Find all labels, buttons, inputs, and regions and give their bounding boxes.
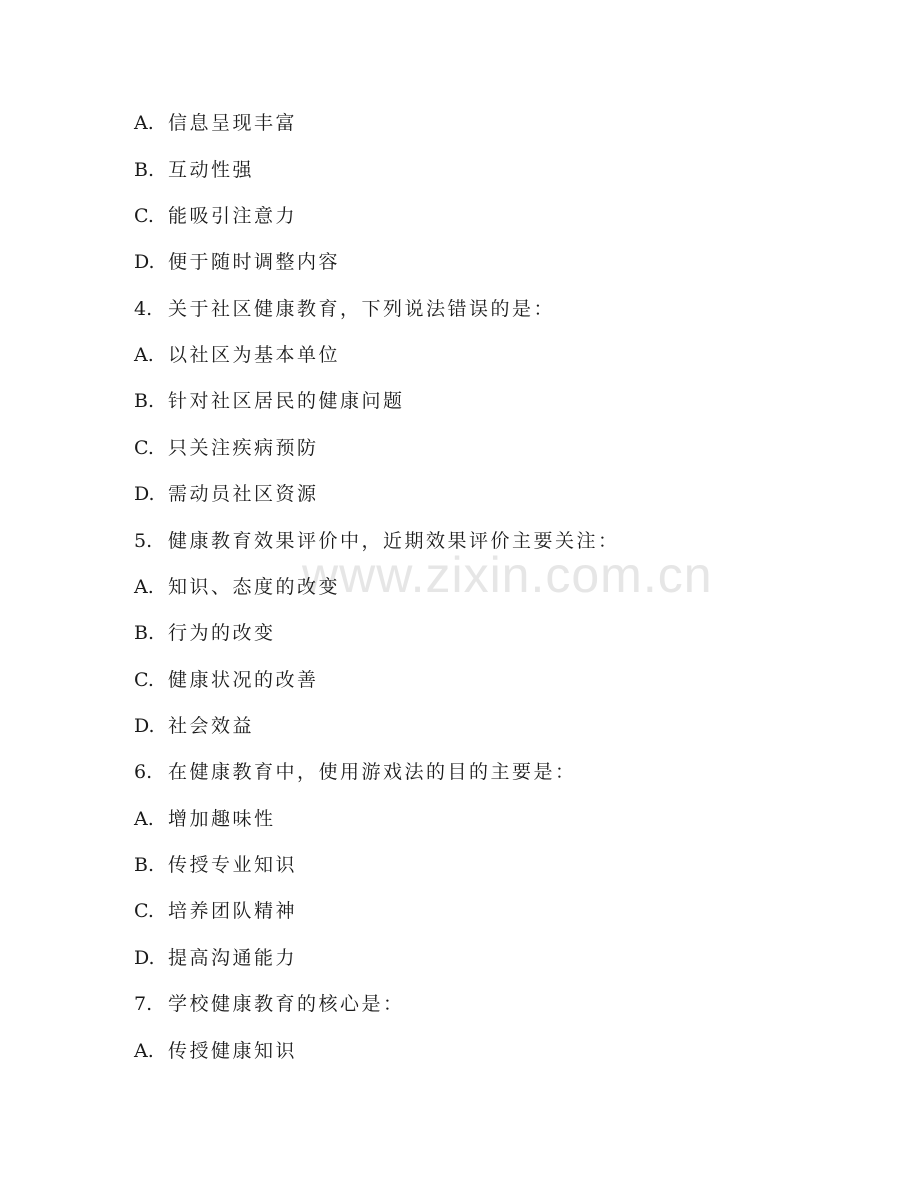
question-text: 在健康教育中，使用游戏法的目的主要是：	[168, 761, 577, 783]
option-marker: B.	[134, 390, 155, 412]
option-marker: D.	[134, 947, 155, 969]
option-line	[134, 943, 297, 973]
option-marker: B.	[134, 159, 155, 181]
option-text: 行为的改变	[168, 622, 276, 644]
option-marker: A.	[134, 344, 154, 366]
option-line	[134, 896, 297, 926]
option-text: 便于随时调整内容	[168, 251, 341, 273]
option-line	[134, 572, 340, 602]
option-text: 提高沟通能力	[168, 947, 298, 969]
question-text: 关于社区健康教育，下列说法错误的是：	[168, 298, 556, 320]
question-text: 学校健康教育的核心是：	[168, 993, 405, 1015]
option-line	[134, 155, 254, 185]
option-line	[134, 1036, 297, 1066]
option-line	[134, 201, 297, 231]
question-number: 4.	[134, 298, 153, 320]
option-text: 能吸引注意力	[168, 205, 298, 227]
question-number: 6.	[134, 761, 153, 783]
question-text: 健康教育效果评价中，近期效果评价主要关注：	[168, 530, 620, 552]
option-line	[134, 804, 276, 834]
option-marker: C.	[134, 669, 154, 691]
option-marker: A.	[134, 1040, 154, 1062]
option-text: 传授专业知识	[168, 854, 298, 876]
question-number: 7.	[134, 993, 153, 1015]
watermark-text: www.zixin.com.cn	[302, 547, 713, 603]
option-marker: A.	[134, 808, 154, 830]
option-marker: C.	[134, 205, 154, 227]
question-line	[134, 757, 577, 787]
option-text: 针对社区居民的健康问题	[168, 390, 405, 412]
question-line	[134, 989, 405, 1019]
option-text: 培养团队精神	[168, 900, 298, 922]
option-line	[134, 479, 319, 509]
option-line	[134, 618, 276, 648]
option-marker: D.	[134, 715, 155, 737]
option-text: 知识、态度的改变	[168, 576, 341, 598]
option-marker: B.	[134, 622, 155, 644]
option-text: 传授健康知识	[168, 1040, 298, 1062]
option-text: 互动性强	[168, 159, 255, 181]
option-text: 增加趣味性	[168, 808, 276, 830]
question-line	[134, 526, 620, 556]
option-marker: A.	[134, 576, 154, 598]
question-line	[134, 294, 555, 324]
option-marker: A.	[134, 112, 154, 134]
option-text: 需动员社区资源	[168, 483, 319, 505]
option-line	[134, 340, 340, 370]
option-text: 以社区为基本单位	[168, 344, 341, 366]
option-marker: B.	[134, 854, 155, 876]
option-text: 健康状况的改善	[168, 669, 319, 691]
option-marker: C.	[134, 900, 154, 922]
option-line	[134, 386, 405, 416]
question-number: 5.	[134, 530, 153, 552]
option-marker: C.	[134, 437, 154, 459]
option-line	[134, 108, 297, 138]
option-text: 社会效益	[168, 715, 255, 737]
option-marker: D.	[134, 483, 155, 505]
option-text: 信息呈现丰富	[168, 112, 298, 134]
option-line	[134, 433, 319, 463]
option-line	[134, 850, 297, 880]
option-line	[134, 711, 254, 741]
option-line	[134, 665, 319, 695]
option-text: 只关注疾病预防	[168, 437, 319, 459]
option-marker: D.	[134, 251, 155, 273]
option-line	[134, 247, 340, 277]
